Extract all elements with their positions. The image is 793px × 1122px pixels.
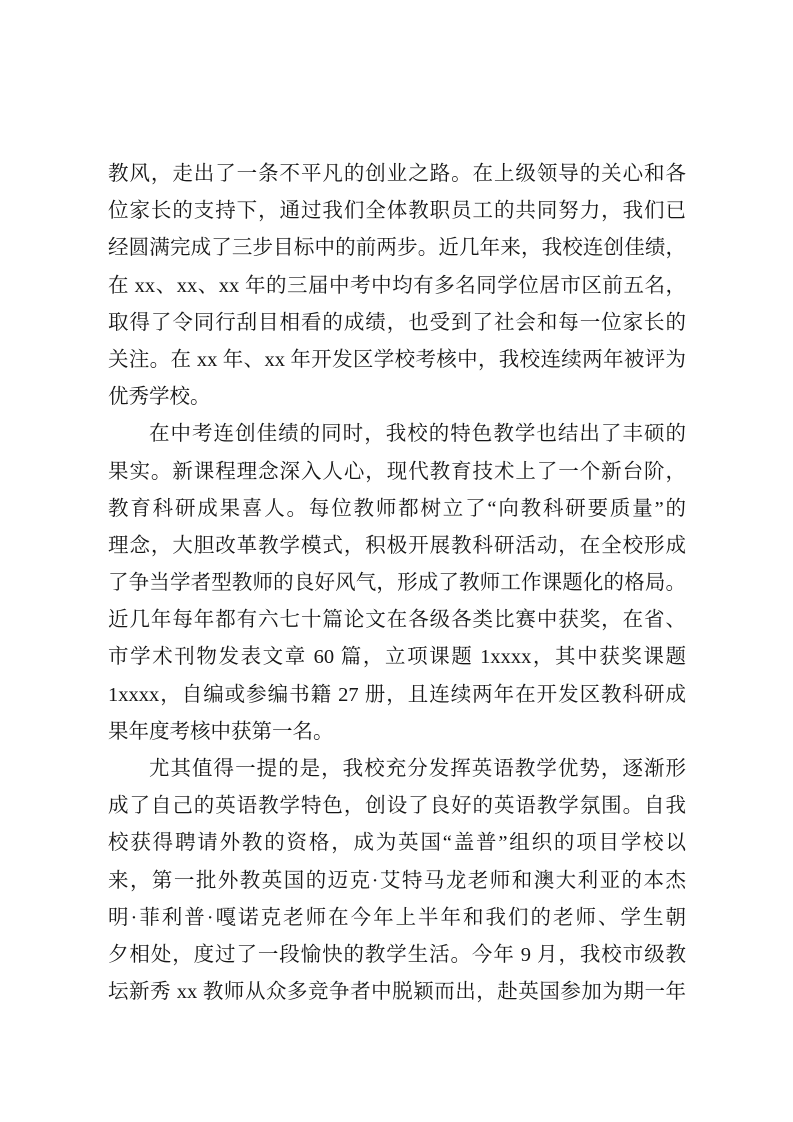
text-line: 取得了令同行刮目相看的成绩，也受到了社会和每一位家长的 <box>108 311 686 334</box>
text-line: 市学术刊物发表文章 60 篇，立项课题 1xxxx，其中获奖课题 <box>108 646 686 669</box>
text-line: 理念，大胆改革教学模式，积极开展教科研活动，在全校形成 <box>108 534 686 557</box>
text-line: 来，第一批外教英国的迈克·艾特马龙老师和澳大利亚的本杰 <box>108 869 686 892</box>
text-line: 果实。新课程理念深入人心，现代教育技术上了一个新台阶， <box>108 460 686 483</box>
text-line: 教风，走出了一条不平凡的创业之路。在上级领导的关心和各 <box>108 163 686 185</box>
text-line: 在中考连创佳绩的同时，我校的特色教学也结出了丰硕的 <box>149 423 686 446</box>
text-line: 关注。在 xx 年、xx 年开发区学校考核中，我校连续两年被评为 <box>108 348 686 371</box>
text-line: 尤其值得一提的是，我校充分发挥英语教学优势，逐渐形 <box>149 758 686 780</box>
text-line: 位家长的支持下，通过我们全体教职员工的共同努力，我们已 <box>108 200 686 223</box>
text-line: 经圆满完成了三步目标中的前两步。近几年来，我校连创佳绩， <box>108 237 686 260</box>
text-line: 成了自己的英语教学特色，创设了良好的英语教学氛围。自我 <box>108 795 686 818</box>
paragraph <box>108 156 686 416</box>
text-line: 明·菲利普·嘎诺克老师在今年上半年和我们的老师、学生朝 <box>108 906 686 929</box>
text-line: 果年度考核中获第一名。 <box>108 720 334 743</box>
text-line: 了争当学者型教师的良好风气，形成了教师工作课题化的格局。 <box>108 572 686 595</box>
text-line: 校获得聘请外教的资格，成为英国“盖普”组织的项目学校以 <box>108 832 686 855</box>
text-line: 夕相处，度过了一段愉快的教学生活。今年 9 月，我校市级教 <box>108 943 686 966</box>
text-line: 教育科研成果喜人。每位教师都树立了“向教科研要质量”的 <box>108 497 686 520</box>
paragraph <box>108 751 686 1011</box>
paragraph <box>108 416 686 751</box>
text-line: 优秀学校。 <box>108 386 211 409</box>
text-line: 1xxxx，自编或参编书籍 27 册，且连续两年在开发区教科研成 <box>108 683 686 706</box>
document-text-block <box>108 156 686 1011</box>
text-line: 坛新秀 xx 教师从众多竞争者中脱颖而出，赴英国参加为期一年 <box>108 981 686 1004</box>
text-line: 在 xx、xx、xx 年的三届中考中均有多名同学位居市区前五名， <box>108 274 686 297</box>
text-line: 近几年每年都有六七十篇论文在各级各类比赛中获奖，在省、 <box>108 609 686 632</box>
